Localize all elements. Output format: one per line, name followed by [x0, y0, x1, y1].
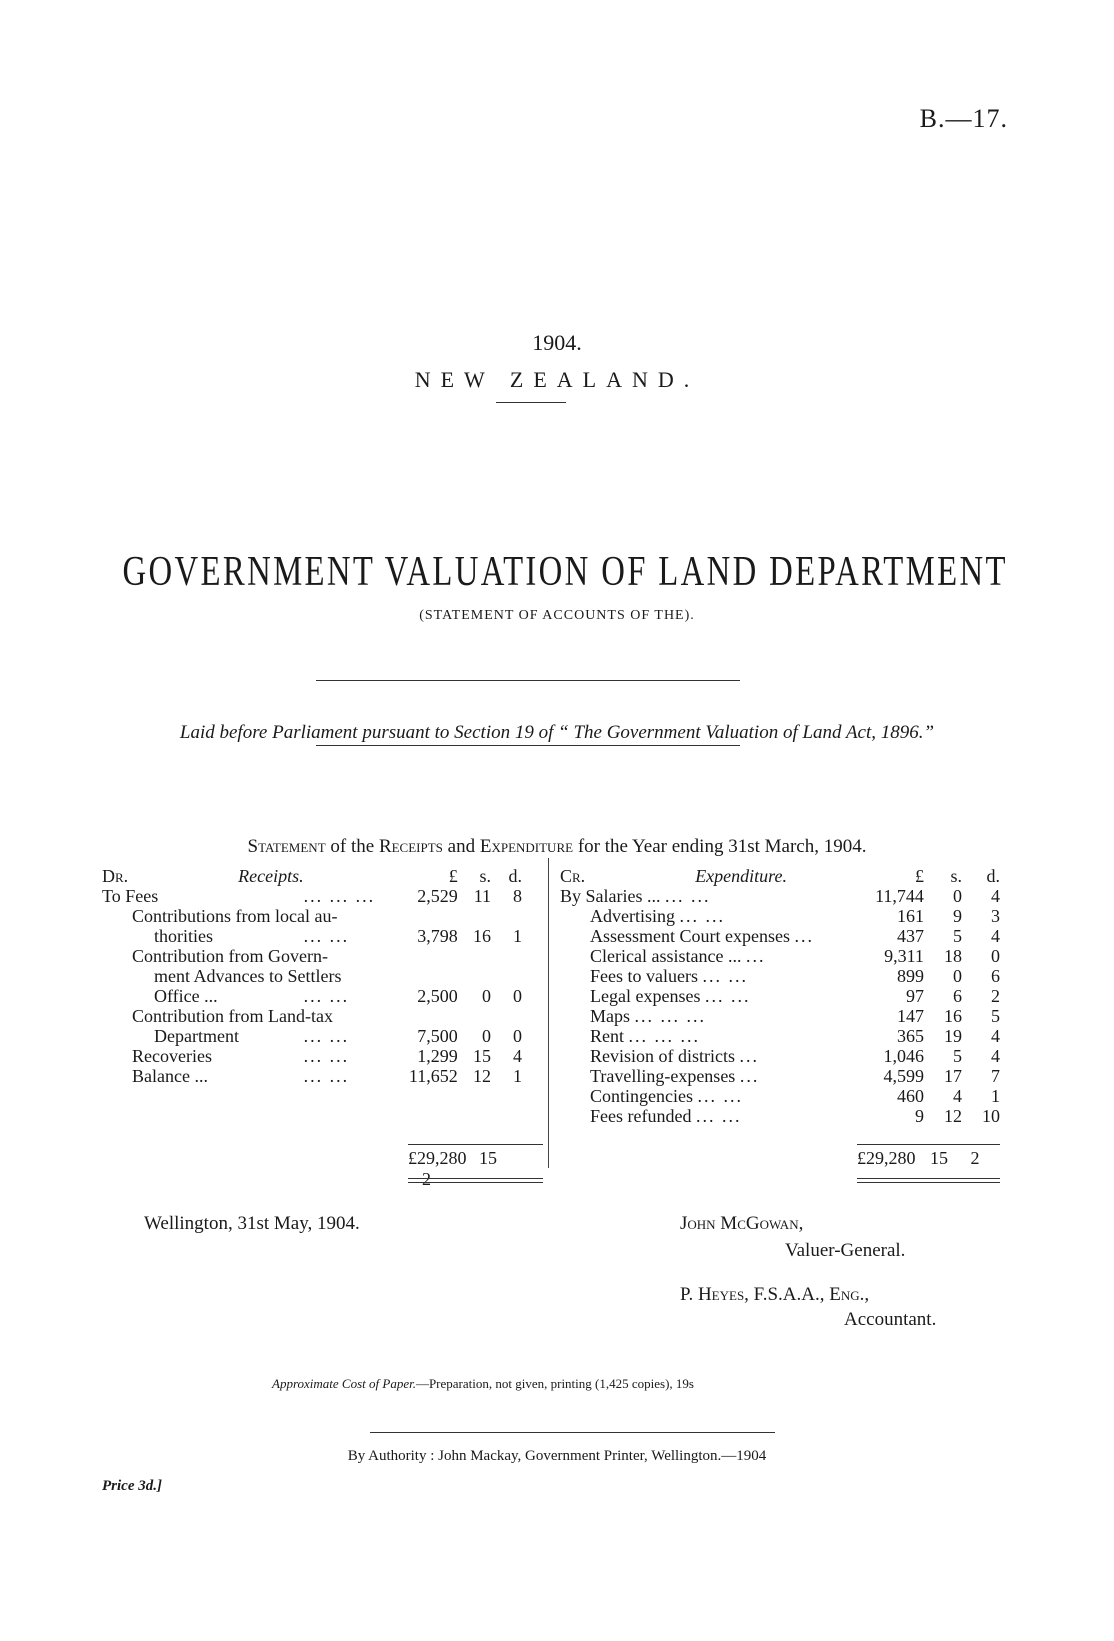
total-pence: 2	[422, 1169, 431, 1189]
total-shillings: 15	[479, 1148, 497, 1168]
table-row	[560, 1086, 1000, 1106]
page-subtitle: (STATEMENT OF ACCOUNTS OF THE).	[419, 608, 695, 623]
amount-shillings: 5	[952, 926, 962, 946]
table-row	[560, 966, 1000, 986]
amount-shillings: 9	[952, 906, 962, 926]
leader-dots: ... ...	[303, 1046, 350, 1066]
country: NEW ZEALAND.	[414, 367, 700, 392]
amount-pence: 4	[991, 926, 1000, 946]
amount-pounds: 437	[896, 926, 924, 946]
receipts-table	[102, 866, 522, 1086]
table-row	[560, 1026, 1000, 1046]
row-label: Department	[154, 1026, 239, 1046]
table-row	[102, 1066, 522, 1086]
page-title: GOVERNMENT VALUATION OF LAND DEPARTMENT	[122, 549, 1008, 595]
table-row	[560, 906, 1000, 926]
row-label: Balance ...	[132, 1066, 208, 1086]
amount-shillings: 16	[473, 926, 492, 946]
table-row	[102, 946, 522, 966]
table-row	[560, 1106, 1000, 1126]
amount-pounds: 899	[896, 966, 924, 986]
table-row	[102, 966, 522, 986]
amount-pence: 4	[991, 1026, 1000, 1046]
leader-dots: ... ... ...	[303, 886, 376, 906]
amount-shillings: 0	[482, 1026, 492, 1046]
row-label: thorities	[154, 926, 213, 946]
row-label: Advertising ... ...	[590, 906, 725, 926]
expenditure-header	[560, 866, 814, 886]
amount-shillings: 0	[482, 986, 492, 1006]
total-pounds: £29,280	[408, 1148, 467, 1168]
amount-pence: 1	[513, 1066, 522, 1086]
amount-pounds: 161	[896, 906, 924, 926]
amount-pounds: 2,500	[417, 986, 458, 1006]
amount-pounds: 97	[905, 986, 924, 1006]
row-label: Contribution from Land-tax	[132, 1006, 333, 1026]
statement-word: Expenditure	[479, 836, 574, 857]
amount-pounds: 1,046	[883, 1046, 924, 1066]
amount-pence: 3	[991, 906, 1000, 926]
amount-pounds: 365	[896, 1026, 924, 1046]
amount-pounds: 9,311	[884, 946, 924, 966]
amount-shillings: 15	[473, 1046, 492, 1066]
amount-pounds: 7,500	[417, 1026, 458, 1046]
amount-shillings: 12	[943, 1106, 962, 1126]
total-rule	[408, 1182, 543, 1183]
total-rule	[857, 1182, 1000, 1183]
row-label: Legal expenses ... ...	[590, 986, 751, 1006]
price: Price 3d.]	[102, 1478, 162, 1494]
total-rule	[408, 1178, 543, 1179]
table-row	[102, 1006, 522, 1026]
laid-before-note: Laid before Parliament pursuant to Section 19 of “ The Government Valuation of Land Act, 1896.”	[179, 722, 935, 743]
signatory-title: Accountant.	[844, 1309, 937, 1330]
amount-pounds: 11,744	[875, 886, 924, 906]
sum-rule	[857, 1144, 1000, 1145]
statement-word: for the Year ending 31st March, 1904.	[577, 836, 867, 857]
cost-label: Approximate Cost of Paper.	[272, 1376, 416, 1391]
amount-pence: 1	[991, 1086, 1000, 1106]
amount-shillings: 16	[943, 1006, 962, 1026]
amount-shillings: 0	[952, 966, 962, 986]
cr-label: Cr.	[560, 866, 586, 886]
amount-shillings: 18	[943, 946, 962, 966]
receipts-heading: Receipts.	[238, 866, 304, 886]
table-row	[560, 1066, 1000, 1086]
amount-pounds: 4,599	[883, 1066, 924, 1086]
expenditure-heading: Expenditure.	[695, 866, 787, 886]
row-label: Clerical assistance ... ...	[590, 946, 766, 966]
statement-word: Statement	[247, 836, 326, 857]
amount-pounds: 147	[896, 1006, 924, 1026]
expenditure-table	[560, 866, 1000, 1126]
amount-shillings: 5	[952, 1046, 962, 1066]
signatory-title: Valuer-General.	[785, 1240, 906, 1261]
signatory-name: John McGowan,	[680, 1213, 804, 1234]
col-pence: d.	[986, 866, 1000, 886]
amount-pence: 4	[513, 1046, 522, 1066]
total-pence: 2	[970, 1148, 980, 1168]
amount-pounds: 460	[896, 1086, 924, 1106]
table-row	[560, 946, 1000, 966]
cost-text: —Preparation, not given, printing (1,425 copies), 19s	[415, 1376, 694, 1391]
table-row	[102, 906, 522, 926]
divider	[370, 1432, 775, 1433]
amount-pounds: 2,529	[417, 886, 458, 906]
amount-pounds: 11,652	[408, 1066, 458, 1086]
row-label: Maps ... ... ...	[590, 1006, 706, 1026]
row-label: Revision of districts ...	[590, 1046, 759, 1066]
leader-dots: ... ...	[303, 1026, 350, 1046]
row-label: Rent ... ... ...	[590, 1026, 700, 1046]
col-shillings: s.	[479, 866, 492, 886]
amount-pence: 6	[991, 966, 1000, 986]
statement-heading	[0, 836, 1114, 858]
table-row	[102, 886, 522, 906]
row-label: Contributions from local au-	[132, 906, 338, 926]
statement-word: Receipts	[378, 836, 443, 857]
divider	[316, 680, 740, 681]
amount-shillings: 0	[952, 886, 962, 906]
row-label: Contribution from Govern-	[132, 946, 328, 966]
amount-shillings: 17	[943, 1066, 962, 1086]
expenditure-total	[857, 1148, 1007, 1169]
leader-dots: ... ...	[303, 926, 350, 946]
row-label: Fees refunded ... ...	[590, 1106, 742, 1126]
row-label: By Salaries ... ... ...	[560, 886, 711, 906]
total-shillings: 15	[930, 1148, 948, 1168]
signatory-name: P. Heyes, F.S.A.A., Eng.,	[680, 1284, 870, 1305]
amount-pounds: 1,299	[417, 1046, 458, 1066]
receipts-total	[408, 1148, 522, 1190]
table-row	[102, 926, 522, 946]
amount-pence: 4	[991, 886, 1000, 906]
amount-pence: 0	[991, 946, 1000, 966]
amount-pence: 8	[513, 886, 522, 906]
table-row	[560, 986, 1000, 1006]
cost-note	[272, 1376, 694, 1392]
row-label: Travelling-expenses ...	[590, 1066, 760, 1086]
table-row	[102, 986, 522, 1006]
amount-pence: 7	[991, 1066, 1000, 1086]
table-row	[560, 1006, 1000, 1026]
printer-authority: By Authority : John Mackay, Government Printer, Wellington.—1904	[347, 1448, 767, 1464]
leader-dots: ... ...	[303, 986, 350, 1006]
amount-pounds: 3,798	[417, 926, 458, 946]
table-row	[102, 1026, 522, 1046]
table-row	[560, 886, 1000, 906]
total-rule	[857, 1178, 1000, 1179]
table-row	[560, 1046, 1000, 1066]
row-label: Fees to valuers ... ...	[590, 966, 748, 986]
row-label: Office ...	[154, 986, 218, 1006]
place-date: Wellington, 31st May, 1904.	[144, 1213, 360, 1234]
col-pence: d.	[508, 866, 522, 886]
amount-shillings: 6	[952, 986, 962, 1006]
row-label: Contingencies ... ...	[590, 1086, 743, 1106]
amount-shillings: 11	[473, 886, 492, 906]
document-code: B.—17.	[919, 104, 1008, 133]
column-divider	[548, 858, 549, 1168]
amount-pence: 5	[991, 1006, 1000, 1026]
table-row	[560, 926, 1000, 946]
row-label: ment Advances to Settlers	[154, 966, 342, 986]
amount-shillings: 19	[943, 1026, 962, 1046]
divider	[496, 402, 566, 403]
row-label: Assessment Court expenses ...	[590, 926, 814, 946]
statement-word: of the	[330, 836, 375, 857]
col-pounds: £	[914, 866, 924, 886]
row-label: To Fees	[102, 886, 159, 906]
row-label: Recoveries	[132, 1046, 212, 1066]
amount-pounds: 9	[914, 1106, 924, 1126]
col-shillings: s.	[950, 866, 962, 886]
table-row	[102, 1046, 522, 1066]
leader-dots: ... ...	[303, 1066, 350, 1086]
amount-shillings: 4	[952, 1086, 962, 1106]
amount-shillings: 12	[473, 1066, 492, 1086]
amount-pence: 0	[513, 986, 522, 1006]
year: 1904.	[532, 330, 582, 355]
dr-label: Dr.	[102, 866, 129, 886]
sum-rule	[408, 1144, 543, 1145]
total-pounds: £29,280	[857, 1148, 916, 1168]
amount-pence: 1	[513, 926, 522, 946]
col-pounds: £	[448, 866, 458, 886]
amount-pence: 10	[982, 1106, 1000, 1126]
statement-word: and	[447, 836, 476, 857]
receipts-header	[102, 866, 304, 886]
amount-pence: 4	[991, 1046, 1000, 1066]
amount-pence: 0	[513, 1026, 522, 1046]
amount-pence: 2	[991, 986, 1000, 1006]
divider	[316, 745, 740, 746]
